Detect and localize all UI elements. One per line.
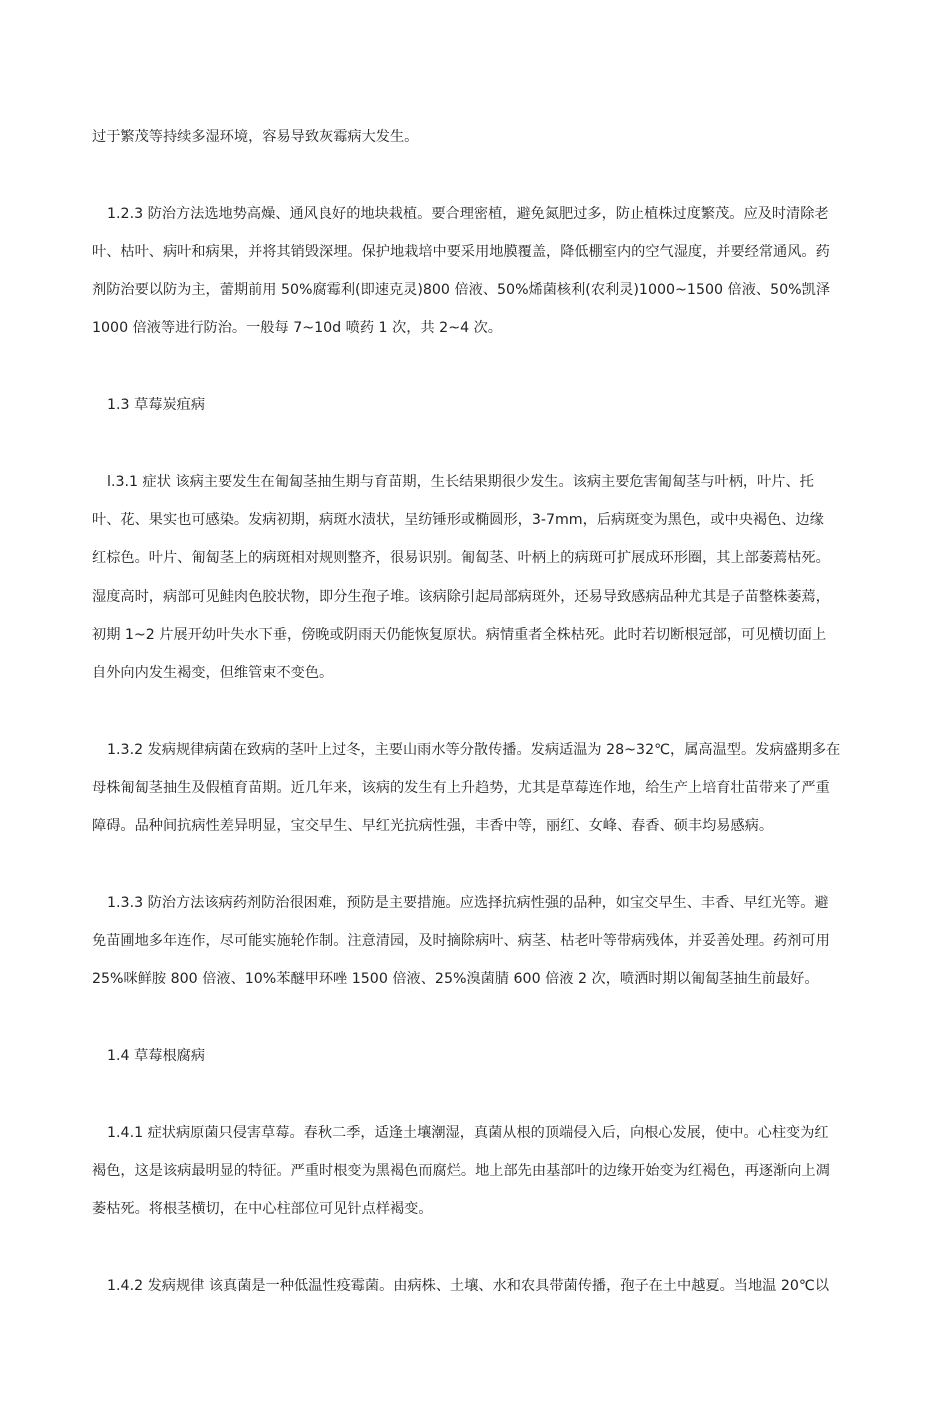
text-line: 湿度高时，病部可见鲑肉色胶状物，即分生孢子堆。该病除引起局部病斑外，还易导致感病品种尤其是子苗整株萎蔫，	[92, 589, 830, 605]
text-line: 1.2.3 防治方法选地势高燥、通风良好的地块栽植。要合理密植，避免氮肥过多，防止植株过度繁茂。应及时清除老	[107, 206, 829, 222]
text-line: 初期 1~2 片展开幼叶失水下垂，傍晚或阴雨天仍能恢复原状。病情重者全株枯死。此时若切断根冠部，可见横切面上	[92, 627, 827, 643]
text-line: 障碍。品种间抗病性差异明显，宝交早生、早红光抗病性强，丰香中等，丽红、女峰、春香、硕丰均易感病。	[92, 818, 774, 834]
text-line: 免苗圃地多年连作，尽可能实施轮作制。注意清园，及时摘除病叶、病茎、枯老叶等带病残体，并妥善处理。药剂可用	[92, 933, 830, 949]
text-line: 25%咪鲜胺 800 倍液、10%苯醚甲环唑 1500 倍液、25%溴菌腈 600 倍液 2 次，喷洒时期以匍匐茎抽生前最好。	[92, 971, 819, 987]
text-line: 过于繁茂等持续多湿环境，容易导致灰霉病大发生。	[92, 129, 419, 145]
text-line: 1.4.2 发病规律 该真菌是一种低温性疫霉菌。由病株、土壤、水和农具带菌传播，孢子在土中越夏。当地温 20℃以	[107, 1278, 830, 1294]
section-heading: 1.3 草莓炭疽病	[107, 397, 206, 413]
text-line: 1.4.1 症状病原菌只侵害草莓。春秋二季，适逢土壤潮湿，真菌从根的顶端侵入后，向根心发展，使中。心柱变为红	[107, 1125, 829, 1141]
text-line: 叶、枯叶、病叶和病果，并将其销毁深埋。保护地栽培中要采用地膜覆盖，降低棚室内的空气湿度，并要经常通风。药	[92, 244, 830, 260]
text-line: 1.3.2 发病规律病菌在致病的茎叶上过冬，主要山雨水等分散传播。发病适温为 28~32℃，属高温型。发病盛期多在	[107, 742, 841, 758]
text-line: 褐色，这是该病最明显的特征。严重时根变为黑褐色而腐烂。地上部先由基部叶的边缘开始变为红褐色，再逐渐向上凋	[92, 1163, 830, 1179]
text-line: 萎枯死。将根茎横切，在中心柱部位可见针点样褐变。	[92, 1201, 433, 1217]
text-line: 1.3.3 防治方法该病药剂防治很困难，预防是主要措施。应选择抗病性强的品种，如宝交早生、丰香、早红光等。避	[107, 895, 829, 911]
section-heading: 1.4 草莓根腐病	[107, 1048, 206, 1064]
text-line: 剂防治要以防为主，蕾期前用 50%腐霉利(即速克灵)800 倍液、50%烯菌核利(农利灵)1000~1500 倍液、50%凯泽	[92, 282, 831, 298]
text-line: 红棕色。叶片、匍匐茎上的病斑相对规则整齐，很易识别。匍匐茎、叶柄上的病斑可扩展成环形圈，其上部萎蔫枯死。	[92, 550, 830, 566]
text-line: 自外向内发生褐变，但维管束不变色。	[92, 665, 334, 681]
text-line: 母株匍匐茎抽生及假植育苗期。近几年来，该病的发生有上升趋势，尤其是草莓连作地，给生产上培育壮苗带来了严重	[92, 780, 830, 796]
text-line: 叶、花、果实也可感染。发病初期，病斑水渍状，呈纺锤形或椭圆形，3-7mm，后病斑变为黑色，或中央褐色、边缘	[92, 512, 824, 528]
text-line: l.3.1 症状 该病主要发生在匍匐茎抽生期与育苗期，生长结果期很少发生。该病主要危害匍匐茎与叶柄，叶片、托	[107, 474, 814, 490]
text-line: 1000 倍液等进行防治。一般每 7~10d 喷药 1 次，共 2~4 次。	[92, 320, 502, 336]
